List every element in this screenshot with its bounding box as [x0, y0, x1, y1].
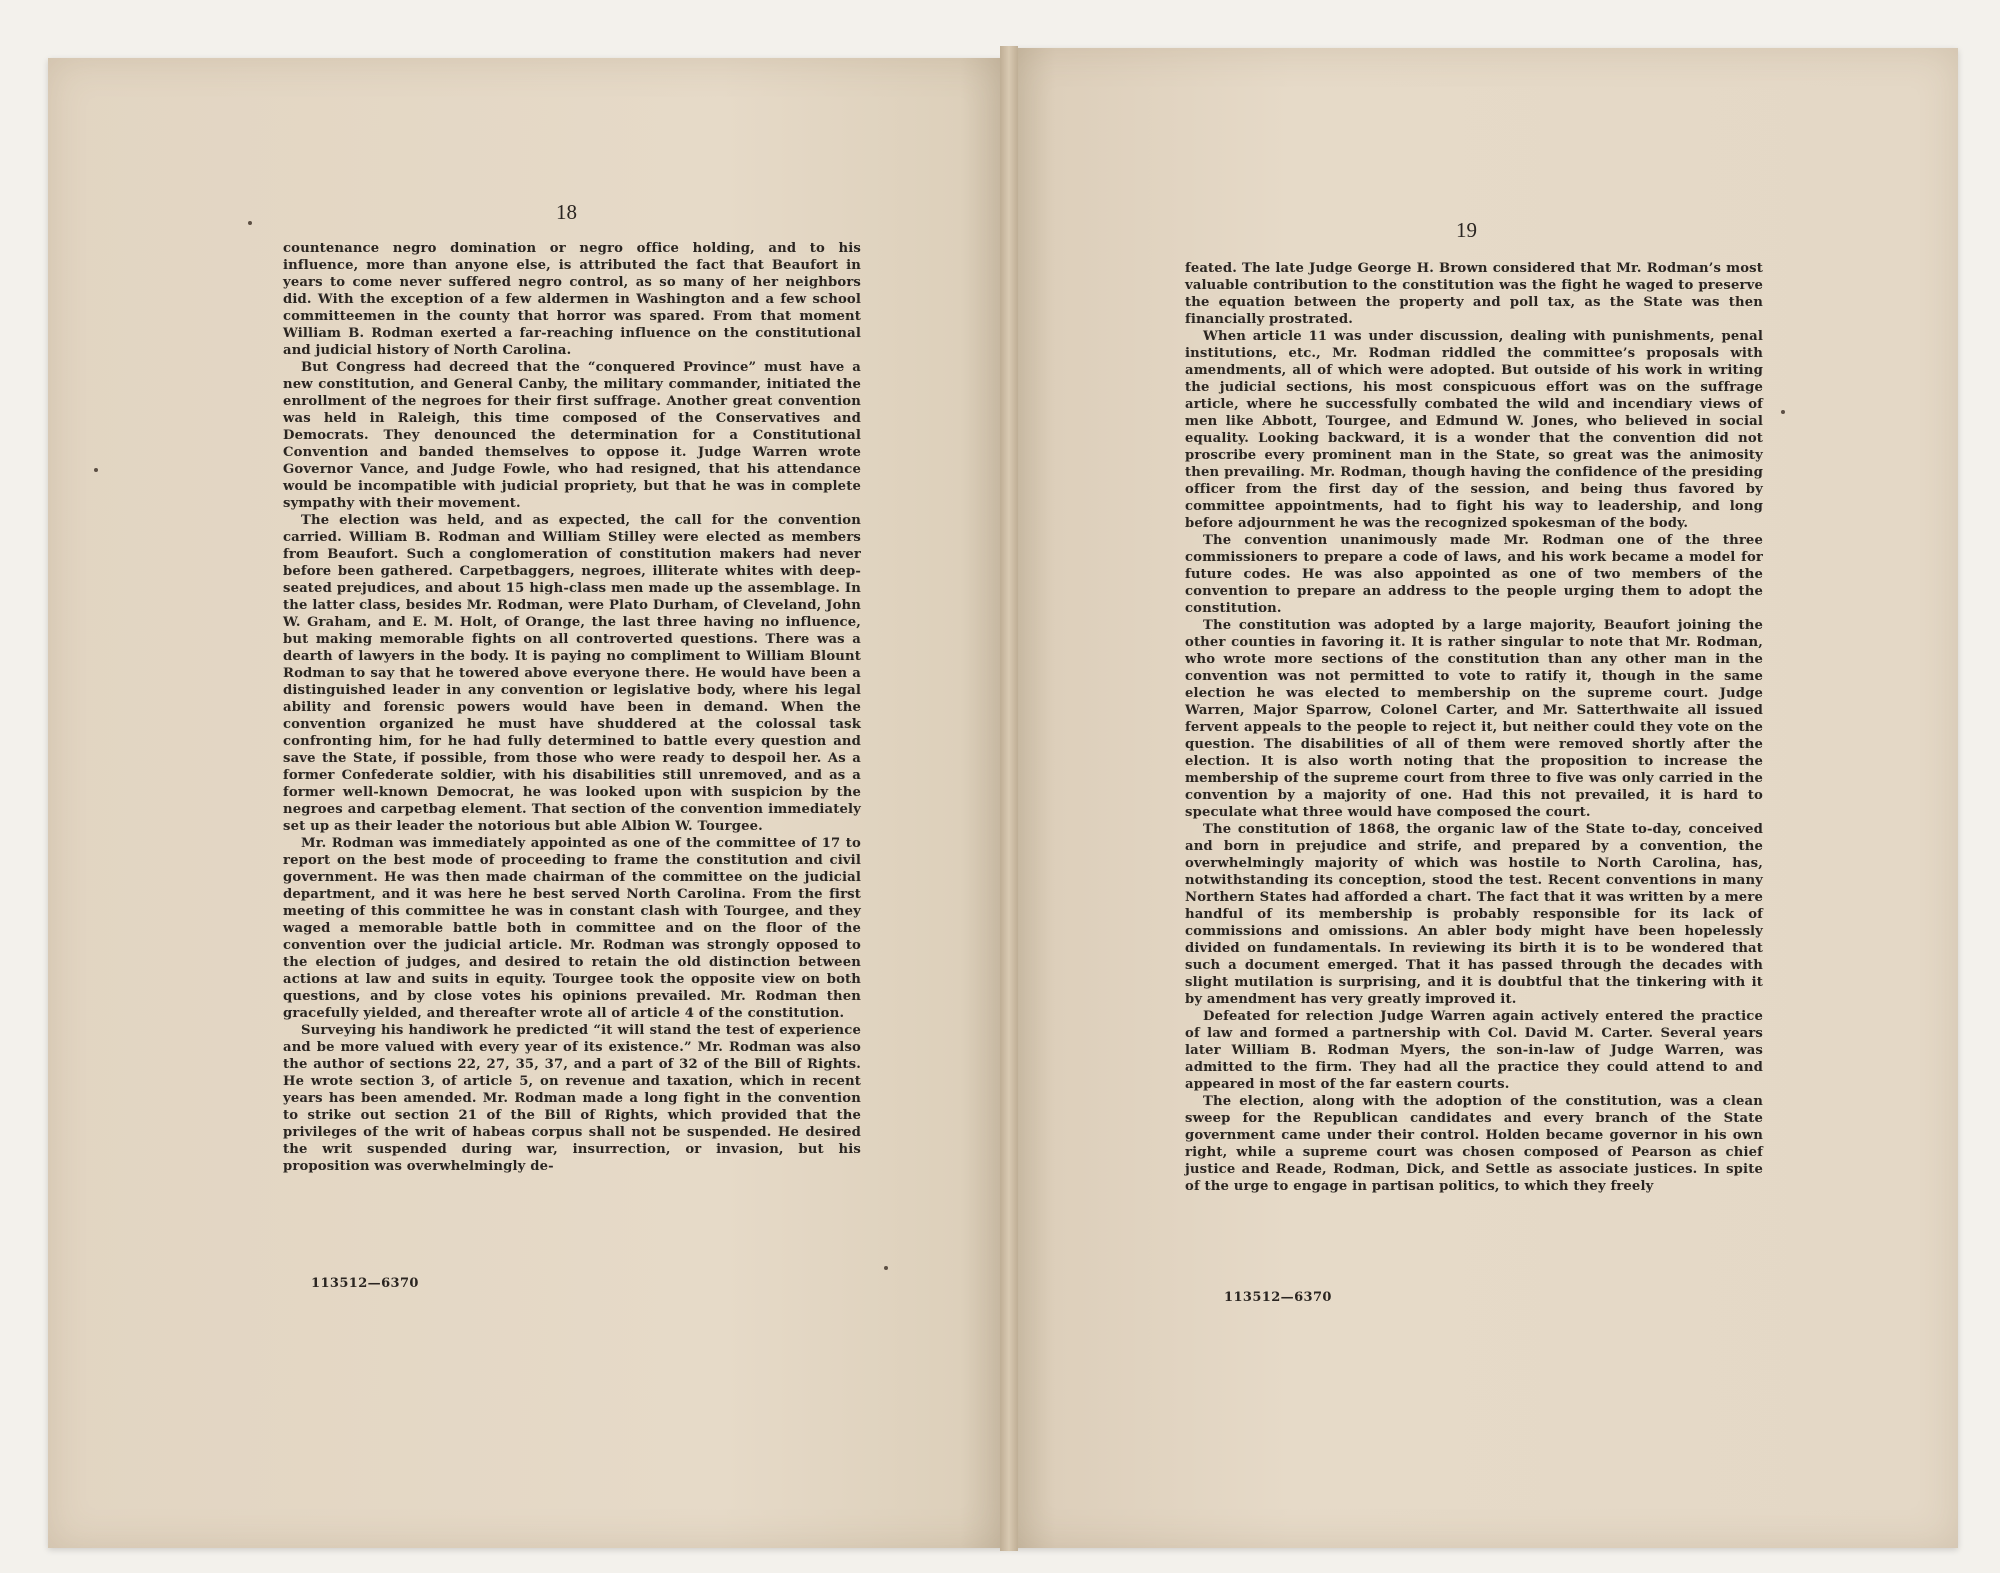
right-page-text — [1185, 260, 1763, 1195]
paragraph: The convention unanimously made Mr. Rodman one of the three commissioners to prepare a code of laws, and his work became a model for future codes. He was also appointed as one of two members of the convention to prepare an address to the people urging them to adopt the constitution. — [1185, 533, 1763, 616]
paper-speck — [94, 468, 98, 472]
paper-speck — [248, 221, 252, 225]
left-page-number: 18 — [556, 200, 577, 224]
paragraph: Surveying his handiwork he predicted “it will stand the test of experience and be more valued with every year of its existence.” Mr. Rodman was also the author of sections 22, 27, 35, 37, and a part of 32 of the Bill of Rights. He wrote section 3, of article 5, on revenue and taxation, which in recent years has been amended. Mr. Rodman made a long fight in the convention to strike out section 21 of the Bill of Rights, which provided that the privileges of the writ of habeas corpus shall not be suspended. He desired the writ suspended during war, insurrection, or invasion, but his proposition was overwhelmingly de- — [283, 1023, 861, 1174]
paragraph: Defeated for relection Judge Warren again actively entered the practice of law and formed a partnership with Col. David M. Carter. Several years later William B. Rodman Myers, the son-in-law of Judge Warren, was admitted to the firm. They had all the practice they could attend to and appeared in most of the far eastern courts. — [1185, 1009, 1763, 1092]
paragraph: The constitution was adopted by a large majority, Beaufort joining the other counties in favoring it. It is rather singular to note that Mr. Rodman, who wrote more sections of the constitution than any other man in the convention was not permitted to vote to ratify it, though in the same election he was elected to membership on the supreme court. Judge Warren, Major Sparrow, Colonel Carter, and Mr. Satterthwaite all issued fervent appeals to the people to reject it, but neither could they vote on the question. The disabilities of all of them were removed shortly after the election. It is also worth noting that the proposition to increase the membership of the supreme court from three to five was only carried in the convention by a majority of one. Had this not prevailed, it is hard to speculate what three would have composed the court. — [1185, 618, 1763, 820]
paragraph: feated. The late Judge George H. Brown considered that Mr. Rodman’s most valuable contribution to the constitution was the fight he waged to preserve the equation between the property and poll tax, as the State was then financially prostrated. — [1185, 261, 1763, 327]
book-gutter — [1000, 46, 1018, 1551]
left-page-footer: 113512—6370 — [311, 1276, 419, 1291]
left-page-text — [283, 240, 861, 1175]
paragraph: The constitution of 1868, the organic law of the State to-day, conceived and born in prejudice and strife, and prepared by a convention, the overwhelmingly majority of which was hostile to North Carolina, has, notwithstanding its conception, stood the test. Recent conventions in many Northern States had afforded a chart. The fact that it was written by a mere handful of its membership is probably responsible for its lack of commissions and omissions. An abler body might have been hopelessly divided on fundamentals. In reviewing its birth it is to be wondered that such a document emerged. That it has passed through the decades with slight mutilation is surprising, and it is doubtful that the tinkering with it by amendment has very greatly improved it. — [1185, 822, 1763, 1007]
paragraph: countenance negro domination or negro office holding, and to his influence, more than anyone else, is attributed the fact that Beaufort in years to come never suffered negro control, as so many of her neighbors did. With the exception of a few aldermen in Washington and a few school committeemen in the county that horror was spared. From that moment William B. Rodman exerted a far-reaching influence on the constitutional and judicial history of North Carolina. — [283, 241, 861, 358]
paragraph: The election was held, and as expected, the call for the convention carried. William B. Rodman and William Stilley were elected as members from Beaufort. Such a conglomeration of constitution makers had never before been gathered. Carpetbaggers, negroes, illiterate whites with deep-seated prejudices, and about 15 high-class men made up the assemblage. In the latter class, besides Mr. Rodman, were Plato Durham, of Cleveland, John W. Graham, and E. M. Holt, of Orange, the last three having no influence, but making memorable fights on all controverted questions. There was a dearth of lawyers in the body. It is paying no compliment to William Blount Rodman to say that he towered above everyone there. He would have been a distinguished leader in any convention or legislative body, where his legal ability and forensic powers would have been in demand. When the convention organized he must have shuddered at the colossal task confronting him, for he had fully determined to battle every question and save the State, if possible, from those who were ready to despoil her. As a former Confederate soldier, with his disabilities still unremoved, and as a former well-known Democrat, he was looked upon with suspicion by the negroes and carpetbag element. That section of the convention immediately set up as their leader the notorious but able Albion W. Tourgee. — [283, 513, 861, 834]
right-page-footer: 113512—6370 — [1224, 1290, 1332, 1305]
paragraph: But Congress had decreed that the “conquered Province” must have a new constitution, and General Canby, the military commander, initiated the enrollment of the negroes for their first suffrage. Another great convention was held in Raleigh, this time composed of the Conservatives and Democrats. They denounced the determination for a Constitutional Convention and banded themselves to oppose it. Judge Warren wrote Governor Vance, and Judge Fowle, who had resigned, that his attendance would be incompatible with judicial propriety, but that he was in complete sympathy with their movement. — [283, 360, 861, 511]
right-page-number: 19 — [1456, 218, 1477, 242]
paper-speck — [1781, 410, 1785, 414]
paragraph: Mr. Rodman was immediately appointed as one of the committee of 17 to report on the best mode of proceeding to frame the constitution and civil government. He was then made chairman of the committee on the judicial department, and it was here he best served North Carolina. From the first meeting of this committee he was in constant clash with Tourgee, and they waged a memorable battle both in committee and on the floor of the convention over the judicial article. Mr. Rodman was strongly opposed to the election of judges, and desired to retain the old distinction between actions at law and suits in equity. Tourgee took the opposite view on both questions, and by close votes his opinions prevailed. Mr. Rodman then gracefully yielded, and thereafter wrote all of article 4 of the constitution. — [283, 836, 861, 1021]
paper-speck — [884, 1266, 888, 1270]
paragraph: When article 11 was under discussion, dealing with punishments, penal institutions, etc., Mr. Rodman riddled the committee’s proposals with amendments, all of which were adopted. But outside of his work in writing the judicial sections, his most conspicuous effort was on the suffrage article, where he successfully combated the wild and incendiary views of men like Abbott, Tourgee, and Edmund W. Jones, who believed in social equality. Looking backward, it is a wonder that the convention did not proscribe every prominent man in the State, so great was the animosity then prevailing. Mr. Rodman, though having the confidence of the presiding officer from the first day of the session, and being thus favored by committee appointments, had to fight his way to leadership, and long before adjournment he was the recognized spokesman of the body. — [1185, 329, 1763, 531]
paragraph: The election, along with the adoption of the constitution, was a clean sweep for the Republican candidates and every branch of the State government came under their control. Holden became governor in his own right, while a supreme court was chosen composed of Pearson as chief justice and Reade, Rodman, Dick, and Settle as associate justices. In spite of the urge to engage in partisan politics, to which they freely — [1185, 1094, 1763, 1194]
